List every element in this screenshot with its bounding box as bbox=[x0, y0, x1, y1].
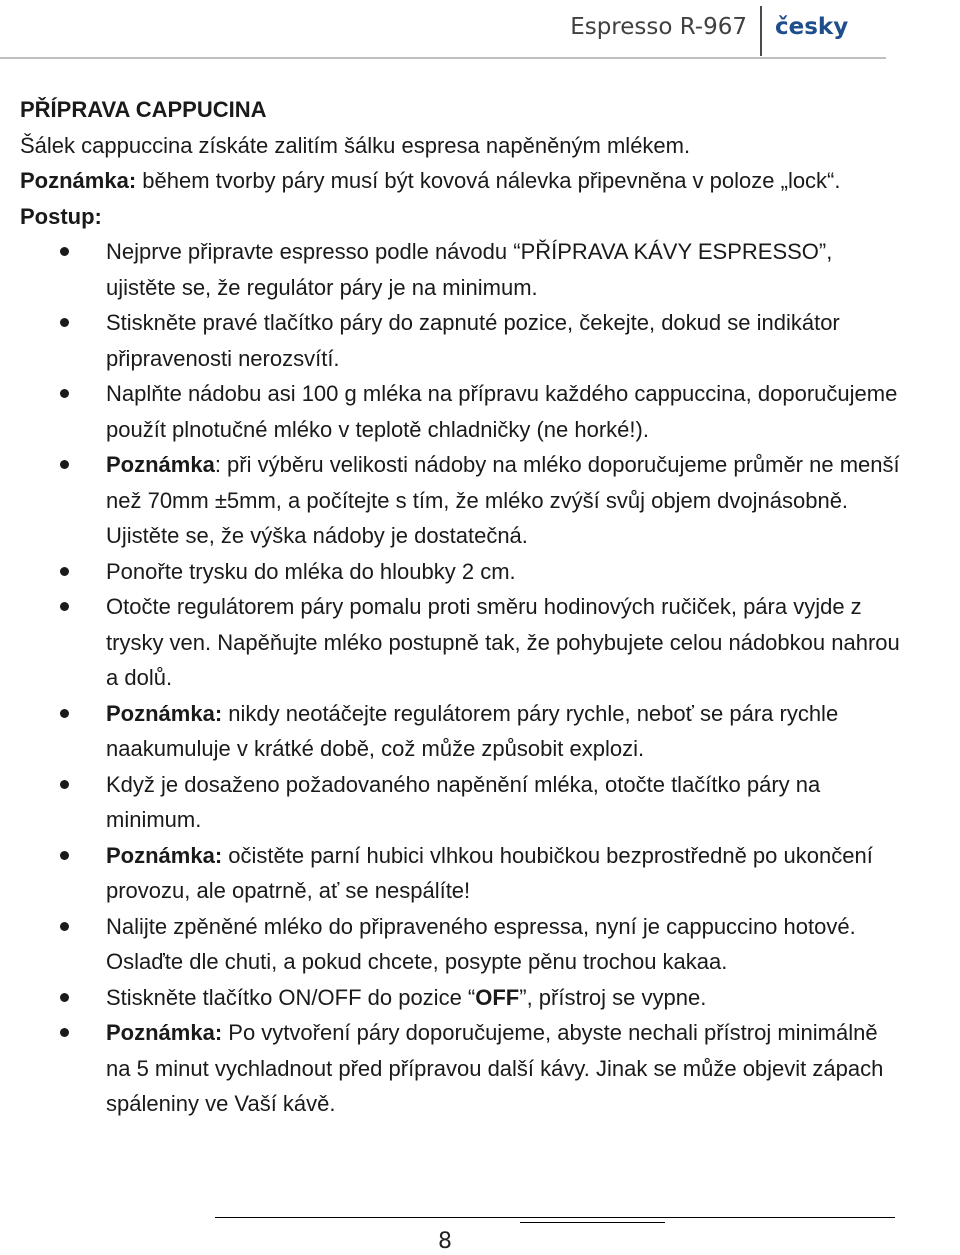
step-text: ”, přístroj se vypne. bbox=[519, 984, 707, 1010]
step-label: Poznámka: bbox=[106, 1020, 223, 1045]
procedure-label: Postup: bbox=[20, 203, 102, 229]
header-rule bbox=[0, 57, 886, 59]
section-note bbox=[20, 163, 900, 199]
bullet-icon bbox=[60, 567, 69, 576]
steps-list bbox=[20, 234, 900, 1122]
bullet-icon bbox=[60, 993, 69, 1002]
header-model: Espresso R-967 bbox=[570, 14, 747, 40]
step-label: Poznámka: bbox=[106, 700, 223, 726]
bullet-icon bbox=[60, 318, 69, 327]
header-separator bbox=[760, 6, 762, 56]
list-item bbox=[20, 234, 900, 305]
list-item bbox=[20, 376, 900, 447]
footer-rule bbox=[215, 1217, 895, 1218]
step-text: očistěte parní hubici vlhkou houbičkou bezprostředně po ukončení provozu, ale opatrně, ať se nespálíte! bbox=[106, 842, 873, 903]
step-label: Poznámka bbox=[106, 452, 215, 477]
bullet-icon bbox=[60, 247, 69, 256]
step-text: Když je dosaženo požadovaného napěnění mléka, otočte tlačítko páry na minimum. bbox=[106, 771, 821, 832]
list-item bbox=[20, 1015, 900, 1122]
header-language: česky bbox=[775, 14, 849, 40]
step-text: Stiskněte pravé tlačítko páry do zapnuté pozice, čekejte, dokud se indikátor připravenosti nerozsvítí. bbox=[106, 310, 840, 371]
list-item bbox=[20, 767, 900, 838]
bullet-icon bbox=[60, 851, 69, 860]
bullet-icon bbox=[60, 709, 69, 718]
bullet-icon bbox=[60, 389, 69, 398]
list-item bbox=[20, 838, 900, 909]
step-text: Po vytvoření páry doporučujeme, abyste nechali přístroj minimálně na 5 minut vychladnout před přípravou další kávy. Jinak se může objevit zápach spáleniny ve Vaší kávě. bbox=[106, 1020, 884, 1116]
note-label: Poznámka: bbox=[20, 168, 137, 193]
list-item bbox=[20, 980, 900, 1016]
list-item bbox=[20, 554, 900, 590]
step-text: Stiskněte tlačítko ON/OFF do pozice “ bbox=[106, 984, 476, 1010]
step-text: nikdy neotáčejte regulátorem páry rychle, neboť se pára rychle naakumuluje v krátké době, což může způsobit explozi. bbox=[106, 700, 839, 761]
bullet-icon bbox=[60, 460, 69, 469]
step-bold-word: OFF bbox=[475, 984, 520, 1010]
list-item bbox=[20, 589, 900, 696]
step-label: Poznámka: bbox=[106, 842, 223, 868]
procedure-heading bbox=[20, 199, 900, 235]
bullet-icon bbox=[60, 922, 69, 931]
page-content bbox=[20, 92, 900, 1122]
bullet-icon bbox=[60, 780, 69, 789]
section-intro: Šálek cappuccina získáte zalitím šálku espresa napěněným mlékem. bbox=[20, 132, 691, 158]
section-title: PŘÍPRAVA CAPPUCINA bbox=[20, 97, 267, 122]
list-item bbox=[20, 909, 900, 980]
page-number: 8 bbox=[438, 1229, 452, 1254]
list-item bbox=[20, 447, 900, 554]
step-text: : při výběru velikosti nádoby na mléko doporučujeme průměr ne menší než 70mm ±5mm, a počítejte s tím, že mléko zvýší svůj objem dvojnásobně. Ujistěte se, že výška nádoby je dostatečná. bbox=[106, 452, 900, 548]
step-text: Nejprve připravte espresso podle návodu “PŘÍPRAVA KÁVY ESPRESSO”, ujistěte se, že regulátor páry je na minimum. bbox=[106, 239, 833, 300]
footer-rule-short bbox=[520, 1222, 665, 1223]
list-item bbox=[20, 696, 900, 767]
note-text: během tvorby páry musí být kovová nálevka připevněna v poloze „lock“. bbox=[136, 168, 841, 193]
step-text: Nalijte zpěněné mléko do připraveného espressa, nyní je cappuccino hotové. Oslaďte dle chuti, a pokud chcete, posypte pěnu trochou kakaa. bbox=[106, 913, 856, 974]
step-text: Otočte regulátorem páry pomalu proti směru hodinových ručiček, pára vyjde z trysky ven. Napěňujte mléko postupně tak, že pohybujete celou nádobkou nahrou a dolů. bbox=[106, 594, 900, 690]
list-item bbox=[20, 305, 900, 376]
page-header bbox=[0, 0, 960, 60]
bullet-icon bbox=[60, 602, 69, 611]
step-text: Ponořte trysku do mléka do hloubky 2 cm. bbox=[106, 558, 516, 584]
step-text: Naplňte nádobu asi 100 g mléka na přípravu každého cappuccina, doporučujeme použít plnotučné mléko v teplotě chladničky (ne horké!). bbox=[106, 381, 898, 442]
bullet-icon bbox=[60, 1028, 69, 1037]
